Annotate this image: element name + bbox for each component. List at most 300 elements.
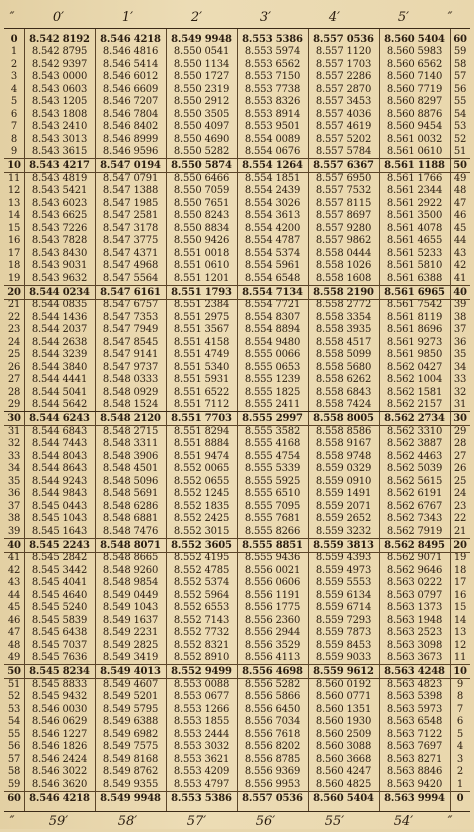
log-value-cell: 8.560 4825	[315, 778, 372, 790]
log-value-cell: 8.551 5340	[173, 361, 230, 373]
log-value-cell: 8.549 7575	[102, 741, 159, 753]
row-seconds-label: 45	[7, 602, 21, 614]
log-value-cell: 8.548 1524	[102, 399, 159, 411]
row-seconds-label: 35	[7, 475, 21, 487]
log-value-cell: 8.546 8999	[102, 133, 159, 145]
log-value-cell: 8.545 7636	[31, 652, 88, 664]
log-value-cell: 8.546 5414	[102, 58, 159, 70]
log-value-cell: 8.563 1373	[386, 602, 443, 614]
log-value-cell: 8.560 5983	[386, 46, 443, 58]
log-value-cell: 8.561 9273	[386, 336, 443, 348]
log-value-cell: 8.558 5680	[315, 361, 372, 373]
row-rule	[4, 538, 470, 539]
row-seconds-label: 17	[7, 247, 21, 259]
log-value-cell: 8.554 5374	[244, 247, 301, 259]
log-value-cell: 8.542 8795	[31, 46, 88, 58]
log-value-cell: 8.559 5553	[315, 577, 372, 589]
log-value-cell: 8.551 1793	[171, 286, 232, 298]
log-value-cell: 8.560 5404	[313, 792, 374, 804]
log-value-cell: 8.557 2286	[315, 71, 372, 83]
row-seconds-label: 14	[7, 210, 21, 222]
row-seconds-label-right: 24	[453, 488, 467, 500]
row-seconds-label: 7	[10, 121, 18, 133]
log-value-cell: 8.555 1239	[244, 374, 301, 386]
log-value-cell: 8.555 0653	[244, 361, 301, 373]
log-value-cell: 8.561 2344	[386, 185, 443, 197]
log-value-cell: 8.547 0791	[102, 172, 159, 184]
log-value-cell: 8.544 6243	[29, 413, 90, 425]
row-seconds-label: 23	[7, 324, 21, 336]
log-value-cell: 8.544 5041	[31, 386, 88, 398]
log-value-cell: 8.562 0427	[386, 361, 443, 373]
log-value-cell: 8.544 3840	[31, 361, 88, 373]
log-value-cell: 8.549 5795	[102, 703, 159, 715]
log-value-cell: 8.557 2870	[315, 83, 372, 95]
row-seconds-label: 16	[7, 235, 21, 247]
log-value-cell: 8.563 9420	[386, 778, 443, 790]
log-value-cell: 8.556 5866	[244, 691, 301, 703]
log-value-cell: 8.561 6965	[384, 286, 445, 298]
row-seconds-label-right: 29	[453, 425, 467, 437]
log-value-cell: 8.558 3354	[315, 311, 372, 323]
log-value-cell: 8.558 8005	[313, 413, 374, 425]
footer-minute-56: 56′	[255, 813, 276, 829]
row-seconds-label-right: 56	[453, 83, 467, 95]
log-value-cell: 8.550 9426	[173, 235, 230, 247]
row-seconds-label-right: 59	[453, 46, 467, 58]
row-rule	[4, 411, 470, 412]
row-seconds-label-right: 33	[453, 374, 467, 386]
log-value-cell: 8.551 9474	[173, 450, 230, 462]
log-value-cell: 8.544 4441	[31, 374, 88, 386]
log-value-cell: 8.557 7532	[315, 185, 372, 197]
row-seconds-label-right: 13	[453, 627, 467, 639]
log-value-cell: 8.547 3178	[102, 222, 159, 234]
log-value-cell: 8.556 0606	[244, 577, 301, 589]
log-value-cell: 8.562 6191	[386, 488, 443, 500]
row-seconds-label: 59	[7, 778, 21, 790]
row-seconds-label-right: 32	[453, 386, 467, 398]
log-value-cell: 8.554 8307	[244, 311, 301, 323]
log-value-cell: 8.563 8271	[386, 753, 443, 765]
log-value-cell: 8.550 7059	[173, 185, 230, 197]
log-value-cell: 8.554 8894	[244, 324, 301, 336]
log-value-cell: 8.550 1727	[173, 71, 230, 83]
row-rule	[4, 791, 470, 792]
log-value-cell: 8.546 0629	[31, 716, 88, 728]
header-minute-4: 4′	[328, 9, 341, 25]
log-value-cell: 8.543 1205	[31, 96, 88, 108]
log-value-cell: 8.558 9748	[315, 450, 372, 462]
log-value-cell: 8.544 8043	[31, 450, 88, 462]
seconds-header-left: ″	[9, 9, 15, 25]
log-value-cell: 8.553 0677	[173, 691, 230, 703]
log-value-cell: 8.543 6625	[31, 210, 88, 222]
log-value-cell: 8.559 9033	[315, 652, 372, 664]
log-value-cell: 8.559 2652	[315, 513, 372, 525]
footer-minute-58: 58′	[117, 813, 138, 829]
log-value-cell: 8.556 5282	[244, 678, 301, 690]
row-seconds-label: 32	[7, 438, 21, 450]
row-seconds-label: 34	[7, 463, 21, 475]
log-value-cell: 8.559 3232	[315, 525, 372, 537]
row-seconds-label: 10	[7, 160, 21, 172]
row-seconds-label-right: 17	[453, 577, 467, 589]
row-seconds-label: 37	[7, 500, 21, 512]
log-value-cell: 8.547 2581	[102, 210, 159, 222]
log-value-cell: 8.554 5961	[244, 260, 301, 272]
header-minute-3: 3′	[259, 9, 272, 25]
row-seconds-label: 41	[7, 552, 21, 564]
log-value-cell: 8.559 3813	[313, 539, 374, 551]
row-seconds-label: 50	[7, 666, 21, 678]
log-value-cell: 8.558 6843	[315, 386, 372, 398]
row-rule	[4, 299, 470, 300]
log-value-cell: 8.546 8402	[102, 121, 159, 133]
row-seconds-label-right: 43	[453, 247, 467, 259]
log-value-cell: 8.553 4209	[173, 766, 230, 778]
log-value-cell: 8.556 7034	[244, 716, 301, 728]
row-seconds-label-right: 1	[456, 778, 464, 790]
log-value-cell: 8.560 1351	[315, 703, 372, 715]
row-seconds-label: 36	[7, 488, 21, 500]
log-value-cell: 8.554 4200	[244, 222, 301, 234]
row-seconds-label: 27	[7, 374, 21, 386]
log-value-cell: 8.550 0541	[173, 46, 230, 58]
row-seconds-label-right: 34	[453, 361, 467, 373]
log-value-cell: 8.554 6548	[244, 272, 301, 284]
log-value-cell: 8.563 8846	[386, 766, 443, 778]
log-value-cell: 8.548 3311	[102, 438, 159, 450]
row-seconds-label: 21	[7, 299, 21, 311]
log-value-cell: 8.558 7424	[315, 399, 372, 411]
log-value-cell: 8.560 9454	[386, 121, 443, 133]
log-value-cell: 8.562 9646	[386, 564, 443, 576]
row-seconds-label: 25	[7, 349, 21, 361]
log-value-cell: 8.554 0089	[244, 133, 301, 145]
log-value-cell: 8.549 9948	[100, 792, 161, 804]
log-value-cell: 8.546 0030	[31, 703, 88, 715]
log-value-cell: 8.543 4819	[31, 172, 88, 184]
row-seconds-label-right: 60	[453, 33, 467, 45]
log-value-cell: 8.547 4371	[102, 247, 159, 259]
row-seconds-label-right: 48	[453, 185, 467, 197]
row-seconds-label: 12	[7, 185, 21, 197]
log-value-cell: 8.558 2190	[313, 286, 374, 298]
log-value-cell: 8.553 1266	[173, 703, 230, 715]
log-value-cell: 8.551 0610	[173, 260, 230, 272]
log-value-cell: 8.552 0065	[173, 463, 230, 475]
log-value-cell: 8.545 3442	[31, 564, 88, 576]
log-value-cell: 8.556 4113	[244, 652, 301, 664]
log-value-cell: 8.553 5386	[171, 792, 232, 804]
column-rule	[237, 29, 238, 811]
log-value-cell: 8.558 2772	[315, 299, 372, 311]
log-value-cell: 8.548 7476	[102, 525, 159, 537]
log-value-cell: 8.559 6134	[315, 589, 372, 601]
log-value-cell: 8.547 6757	[102, 299, 159, 311]
log-value-cell: 8.562 2157	[386, 399, 443, 411]
seconds-footer-left: ″	[9, 813, 15, 829]
log-value-cell: 8.546 4218	[29, 792, 90, 804]
row-seconds-label-right: 2	[456, 766, 464, 778]
log-value-cell: 8.560 2509	[315, 728, 372, 740]
log-value-cell: 8.558 1026	[315, 260, 372, 272]
log-value-cell: 8.560 6562	[386, 58, 443, 70]
row-seconds-label: 43	[7, 577, 21, 589]
log-value-cell: 8.562 1004	[386, 374, 443, 386]
column-rule	[24, 29, 25, 811]
row-seconds-label-right: 53	[453, 121, 467, 133]
row-seconds-label: 54	[7, 716, 21, 728]
row-seconds-label-right: 42	[453, 260, 467, 272]
log-value-cell: 8.558 8586	[315, 425, 372, 437]
log-value-cell: 8.555 6510	[244, 488, 301, 500]
footer-minute-55: 55′	[324, 813, 345, 829]
log-value-cell: 8.549 8168	[102, 753, 159, 765]
log-value-cell: 8.559 6714	[315, 602, 372, 614]
log-value-cell: 8.563 9994	[384, 792, 445, 804]
log-value-cell: 8.561 9850	[386, 349, 443, 361]
log-value-cell: 8.545 8234	[29, 666, 90, 678]
log-value-cell: 8.550 2319	[173, 83, 230, 95]
log-value-cell: 8.547 4968	[102, 260, 159, 272]
log-value-cell: 8.546 6012	[102, 71, 159, 83]
log-value-cell: 8.546 7207	[102, 96, 159, 108]
log-value-cell: 8.553 7150	[244, 71, 301, 83]
log-value-cell: 8.549 9355	[102, 778, 159, 790]
log-value-cell: 8.561 8696	[386, 324, 443, 336]
log-value-cell: 8.560 8876	[386, 108, 443, 120]
row-seconds-label: 3	[10, 71, 18, 83]
row-seconds-label-right: 10	[453, 666, 467, 678]
log-value-cell: 8.559 0910	[315, 475, 372, 487]
log-value-cell: 8.559 4973	[315, 564, 372, 576]
log-value-cell: 8.550 6466	[173, 172, 230, 184]
log-value-cell: 8.549 2231	[102, 627, 159, 639]
log-value-cell: 8.563 7122	[386, 728, 443, 740]
row-seconds-label-right: 31	[453, 399, 467, 411]
log-table	[4, 28, 470, 812]
log-value-cell: 8.551 8884	[173, 438, 230, 450]
row-seconds-label-right: 44	[453, 235, 467, 247]
log-value-cell: 8.552 6553	[173, 602, 230, 614]
log-value-cell: 8.562 3310	[386, 425, 443, 437]
log-value-cell: 8.543 0603	[31, 83, 88, 95]
log-value-cell: 8.552 3015	[173, 525, 230, 537]
log-value-cell: 8.561 1188	[384, 160, 445, 172]
column-rule	[379, 29, 380, 811]
row-seconds-label: 18	[7, 260, 21, 272]
log-value-cell: 8.548 6881	[102, 513, 159, 525]
log-value-cell: 8.556 4698	[242, 666, 303, 678]
log-value-cell: 8.554 1264	[242, 160, 303, 172]
log-value-cell: 8.548 9854	[102, 577, 159, 589]
footer-minute-59: 59′	[48, 813, 69, 829]
row-seconds-label-right: 35	[453, 349, 467, 361]
log-value-cell: 8.553 4797	[173, 778, 230, 790]
log-value-cell: 8.553 2444	[173, 728, 230, 740]
log-value-cell: 8.554 2439	[244, 185, 301, 197]
row-seconds-label: 9	[10, 146, 18, 158]
log-value-cell: 8.543 6023	[31, 197, 88, 209]
log-value-cell: 8.551 3567	[173, 324, 230, 336]
row-seconds-label: 33	[7, 450, 21, 462]
log-value-cell: 8.543 7226	[31, 222, 88, 234]
log-value-cell: 8.557 5784	[315, 146, 372, 158]
row-seconds-label: 24	[7, 336, 21, 348]
log-value-cell: 8.558 0444	[315, 247, 372, 259]
log-value-cell: 8.546 3620	[31, 778, 88, 790]
log-value-cell: 8.543 9632	[31, 272, 88, 284]
log-value-cell: 8.558 4517	[315, 336, 372, 348]
row-seconds-label-right: 46	[453, 210, 467, 222]
log-value-cell: 8.544 8643	[31, 463, 88, 475]
log-value-cell: 8.548 5096	[102, 475, 159, 487]
log-value-cell: 8.547 5564	[102, 272, 159, 284]
log-value-cell: 8.562 5039	[386, 463, 443, 475]
log-value-cell: 8.555 1825	[244, 386, 301, 398]
log-value-cell: 8.553 1855	[173, 716, 230, 728]
log-value-cell: 8.555 4754	[244, 450, 301, 462]
log-value-cell: 8.545 2842	[31, 552, 88, 564]
log-value-cell: 8.553 5386	[242, 33, 303, 45]
row-seconds-label: 19	[7, 272, 21, 284]
log-value-cell: 8.551 1201	[173, 272, 230, 284]
log-value-cell: 8.560 0771	[315, 691, 372, 703]
log-value-cell: 8.547 3775	[102, 235, 159, 247]
row-seconds-label-right: 22	[453, 513, 467, 525]
log-value-cell: 8.557 1120	[315, 46, 372, 58]
row-seconds-label: 13	[7, 197, 21, 209]
log-value-cell: 8.545 6438	[31, 627, 88, 639]
log-value-cell: 8.546 1826	[31, 741, 88, 753]
row-seconds-label: 49	[7, 652, 21, 664]
row-seconds-label-right: 11	[453, 652, 467, 664]
log-value-cell: 8.557 9280	[315, 222, 372, 234]
row-seconds-label-right: 45	[453, 222, 467, 234]
log-value-cell: 8.560 8297	[386, 96, 443, 108]
log-value-cell: 8.561 2922	[386, 197, 443, 209]
log-value-cell: 8.545 9432	[31, 691, 88, 703]
log-value-cell: 8.547 9737	[102, 361, 159, 373]
log-value-cell: 8.552 5374	[173, 577, 230, 589]
log-value-cell: 8.545 2243	[29, 539, 90, 551]
log-value-cell: 8.562 2734	[384, 413, 445, 425]
log-value-cell: 8.550 8834	[173, 222, 230, 234]
log-value-cell: 8.563 5398	[386, 691, 443, 703]
row-seconds-label: 58	[7, 766, 21, 778]
seconds-footer-right: ″	[447, 813, 453, 829]
log-value-cell: 8.561 8119	[386, 311, 443, 323]
log-value-cell: 8.552 3605	[171, 539, 232, 551]
log-value-cell: 8.556 1775	[244, 602, 301, 614]
log-value-cell: 8.554 4787	[244, 235, 301, 247]
row-seconds-label-right: 26	[453, 463, 467, 475]
log-value-cell: 8.548 0929	[102, 386, 159, 398]
log-value-cell: 8.561 7542	[386, 299, 443, 311]
log-value-cell: 8.555 7681	[244, 513, 301, 525]
log-value-cell: 8.545 7037	[31, 639, 88, 651]
log-value-cell: 8.552 5964	[173, 589, 230, 601]
log-value-cell: 8.550 5874	[171, 160, 232, 172]
row-seconds-label-right: 55	[453, 96, 467, 108]
log-value-cell: 8.548 9260	[102, 564, 159, 576]
log-value-cell: 8.562 6767	[386, 500, 443, 512]
log-value-cell: 8.549 3419	[102, 652, 159, 664]
row-seconds-label-right: 54	[453, 108, 467, 120]
log-value-cell: 8.546 7804	[102, 108, 159, 120]
row-rule	[4, 158, 470, 159]
log-value-cell: 8.543 5421	[31, 185, 88, 197]
log-value-cell: 8.545 5839	[31, 614, 88, 626]
log-value-cell: 8.550 8243	[173, 210, 230, 222]
log-value-cell: 8.553 3621	[173, 753, 230, 765]
log-value-cell: 8.560 7719	[386, 83, 443, 95]
footer-minute-54: 54′	[393, 813, 414, 829]
log-value-cell: 8.558 1608	[315, 272, 372, 284]
row-seconds-label: 56	[7, 741, 21, 753]
row-seconds-label-right: 12	[453, 639, 467, 651]
log-value-cell: 8.550 5282	[173, 146, 230, 158]
log-value-cell: 8.555 7095	[244, 500, 301, 512]
row-seconds-label: 4	[10, 83, 18, 95]
row-seconds-label: 5	[10, 96, 18, 108]
log-value-cell: 8.543 8430	[31, 247, 88, 259]
log-value-cell: 8.550 4097	[173, 121, 230, 133]
log-value-cell: 8.557 6367	[313, 160, 374, 172]
row-seconds-label-right: 30	[453, 413, 467, 425]
log-value-cell: 8.548 0333	[102, 374, 159, 386]
log-value-cell: 8.558 6262	[315, 374, 372, 386]
log-value-cell: 8.549 1637	[102, 614, 159, 626]
log-value-cell: 8.563 7697	[386, 741, 443, 753]
log-value-cell: 8.556 1191	[244, 589, 301, 601]
log-value-cell: 8.563 0222	[386, 577, 443, 589]
row-seconds-label: 46	[7, 614, 21, 626]
log-value-cell: 8.561 0610	[386, 146, 443, 158]
log-value-cell: 8.555 9436	[244, 552, 301, 564]
log-value-cell: 8.562 1581	[386, 386, 443, 398]
log-value-cell: 8.560 3088	[315, 741, 372, 753]
log-value-cell: 8.563 2523	[386, 627, 443, 639]
row-seconds-label-right: 14	[453, 614, 467, 626]
row-seconds-label: 38	[7, 513, 21, 525]
row-seconds-label: 22	[7, 311, 21, 323]
log-value-cell: 8.561 3500	[386, 210, 443, 222]
log-value-cell: 8.555 4168	[244, 438, 301, 450]
header-minute-2: 2′	[190, 9, 203, 25]
row-seconds-label: 6	[10, 108, 18, 120]
log-value-cell: 8.546 6609	[102, 83, 159, 95]
log-value-cell: 8.553 7738	[244, 83, 301, 95]
log-value-cell: 8.545 4041	[31, 577, 88, 589]
log-value-cell: 8.556 3529	[244, 639, 301, 651]
log-value-cell: 8.554 9480	[244, 336, 301, 348]
log-value-cell: 8.546 3022	[31, 766, 88, 778]
row-seconds-label: 31	[7, 425, 21, 437]
log-value-cell: 8.545 1043	[31, 513, 88, 525]
header-minute-5: 5′	[397, 9, 410, 25]
row-seconds-label: 39	[7, 525, 21, 537]
log-value-cell: 8.560 3668	[315, 753, 372, 765]
log-value-cell: 8.562 7919	[386, 525, 443, 537]
row-rule	[4, 172, 470, 173]
log-value-cell: 8.556 8202	[244, 741, 301, 753]
log-value-cell: 8.557 4036	[315, 108, 372, 120]
log-value-cell: 8.563 4248	[384, 666, 445, 678]
log-value-cell: 8.554 7721	[244, 299, 301, 311]
